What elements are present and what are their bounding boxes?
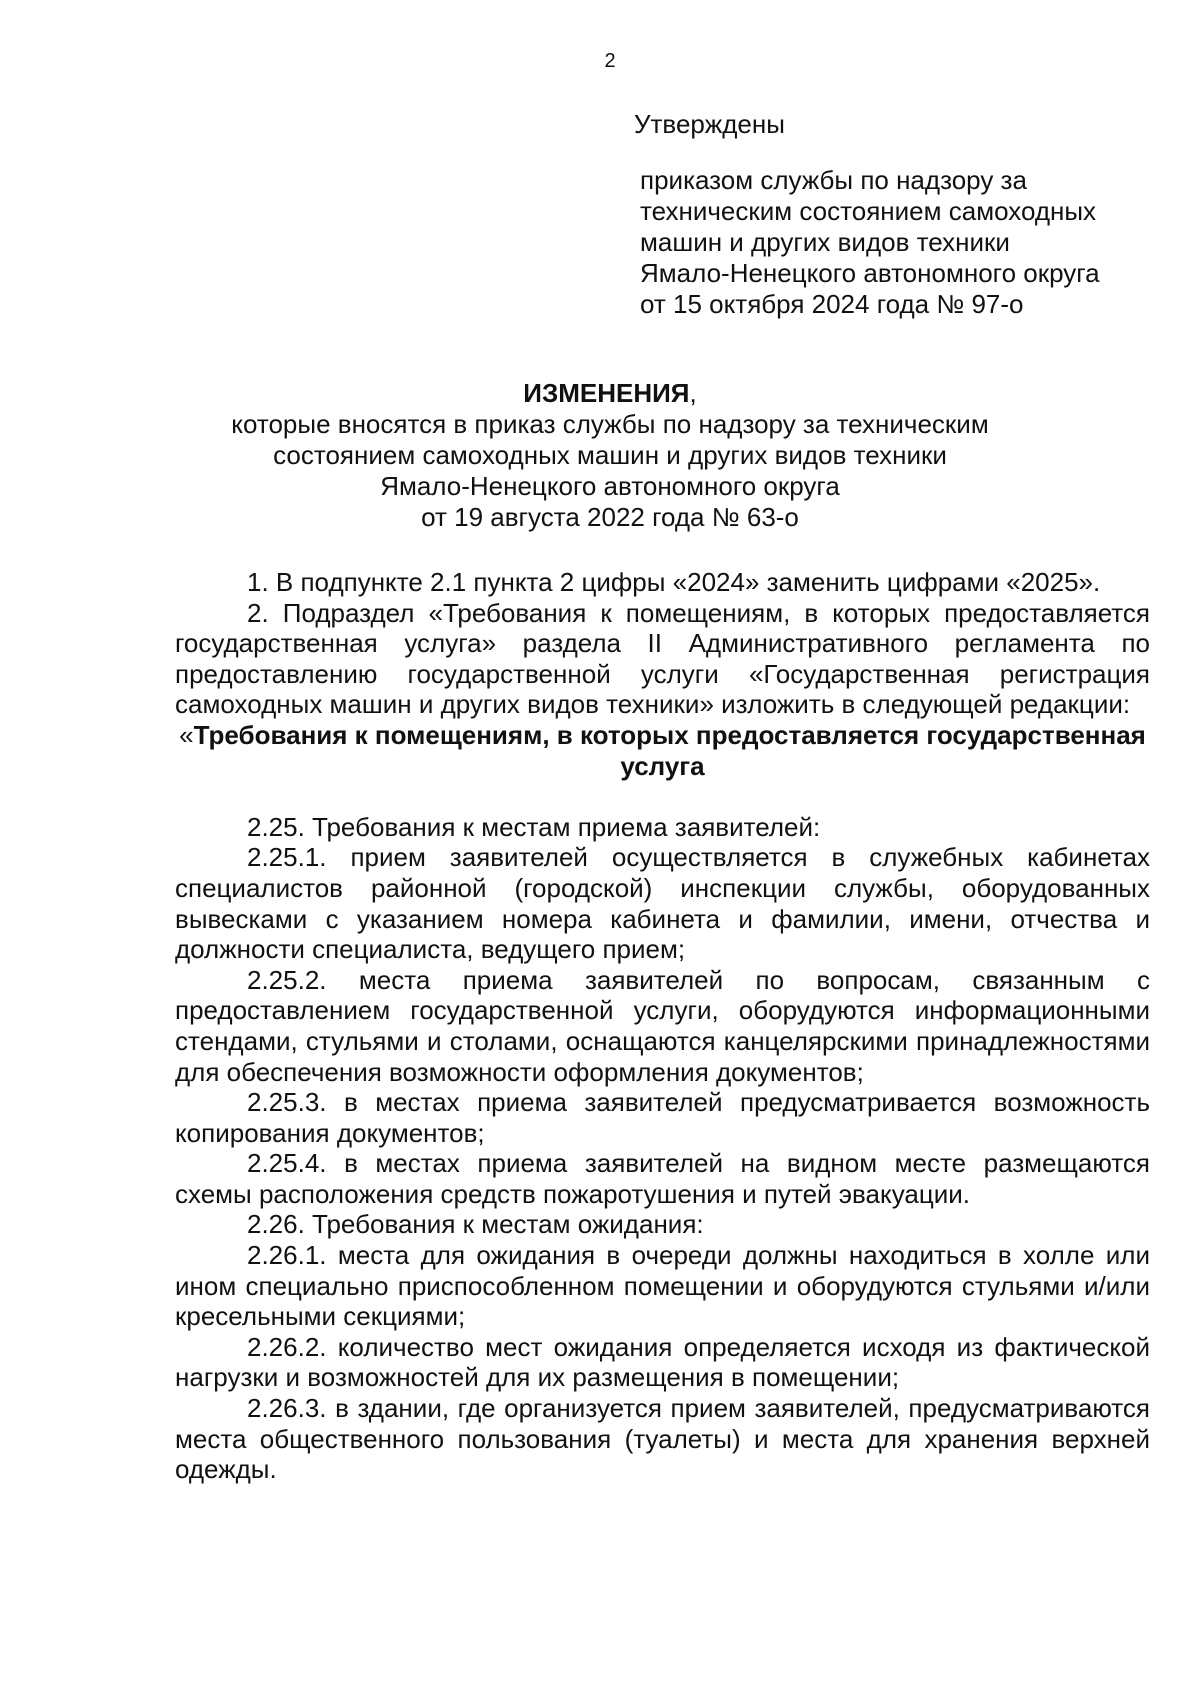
approval-line: техническим состоянием самоходных xyxy=(640,196,1097,226)
document-heading xyxy=(140,378,1080,533)
heading-line: состоянием самоходных машин и других видов техники xyxy=(273,440,947,470)
heading-line: которые вносятся в приказ службы по надзору за техническим xyxy=(231,409,989,439)
paragraph-2-25-1: 2.25.1. прием заявителей осуществляется в служебных кабинетах специалистов районной (городской) инспекции службы, оборудованных вывесками с указанием номера кабинета и фамилии, имени, отчества и должности специалиста, ведущего прием; xyxy=(175,842,1150,965)
paragraph-2-26-1: 2.26.1. места для ожидания в очереди должны находиться в холле или ином специально приспособленном помещении и оборудуются стульями и/или кресельными секциями; xyxy=(175,1240,1150,1332)
approval-block xyxy=(640,165,1180,320)
heading-title: ИЗМЕНЕНИЯ xyxy=(523,378,690,408)
paragraph-2-25-3: 2.25.3. в местах приема заявителей предусматривается возможность копирования документов; xyxy=(175,1087,1150,1148)
paragraph-2-25-2: 2.25.2. места приема заявителей по вопросам, связанным с предоставлением государственной услуги, оборудуются информационными стендами, стульями и столами, оснащаются канцелярскими принадлежностями для обеспечения возможности оформления документов; xyxy=(175,964,1150,1087)
subsection-heading xyxy=(175,720,1150,781)
approval-label: Утверждены xyxy=(634,109,785,139)
approval-line: приказом службы по надзору за xyxy=(640,165,1027,195)
approval-line: Ямало-Ненецкого автономного округа xyxy=(640,258,1100,288)
paragraph-2: 2. Подраздел «Требования к помещениям, в которых предоставляется государственная услуга» раздела II Административного регламента по предоставлению государственной услуги «Государственная регистрация самоходных машин и других видов техники» изложить в следующей редакции: xyxy=(175,597,1150,720)
approval-line: от 15 октября 2024 года № 97-о xyxy=(640,289,1024,319)
heading-line: Ямало-Ненецкого автономного округа xyxy=(380,471,840,501)
paragraph-1: 1. В подпункте 2.1 пункта 2 цифры «2024» заменить цифрами «2025». xyxy=(247,567,1101,597)
paragraph-2-26: 2.26. Требования к местам ожидания: xyxy=(247,1209,704,1240)
subsection-opening-quote: « xyxy=(179,719,194,750)
heading-title-line xyxy=(140,378,1080,409)
document-body xyxy=(175,567,1150,1485)
approval-line: машин и других видов техники xyxy=(640,227,1010,257)
subsection-heading-text: Требования к помещениям, в которых предоставляется государственная услуга xyxy=(193,719,1146,781)
paragraph-2-26-2: 2.26.2. количество мест ожидания определяется исходя из фактической нагрузки и возможностей для их размещения в помещении; xyxy=(175,1331,1150,1393)
heading-line: от 19 августа 2022 года № 63-о xyxy=(421,502,799,532)
paragraph-2-25-4: 2.25.4. в местах приема заявителей на видном месте размещаются схемы расположения средств пожаротушения и путей эвакуации. xyxy=(175,1148,1150,1209)
page-number: 2 xyxy=(604,50,616,72)
heading-title-suffix: , xyxy=(689,378,697,408)
paragraph-2-26-3: 2.26.3. в здании, где организуется прием заявителей, предусматриваются места общественного пользования (туалеты) и места для хранения верхней одежды. xyxy=(175,1393,1150,1485)
paragraph-2-25: 2.25. Требования к местам приема заявителей: xyxy=(247,811,821,842)
